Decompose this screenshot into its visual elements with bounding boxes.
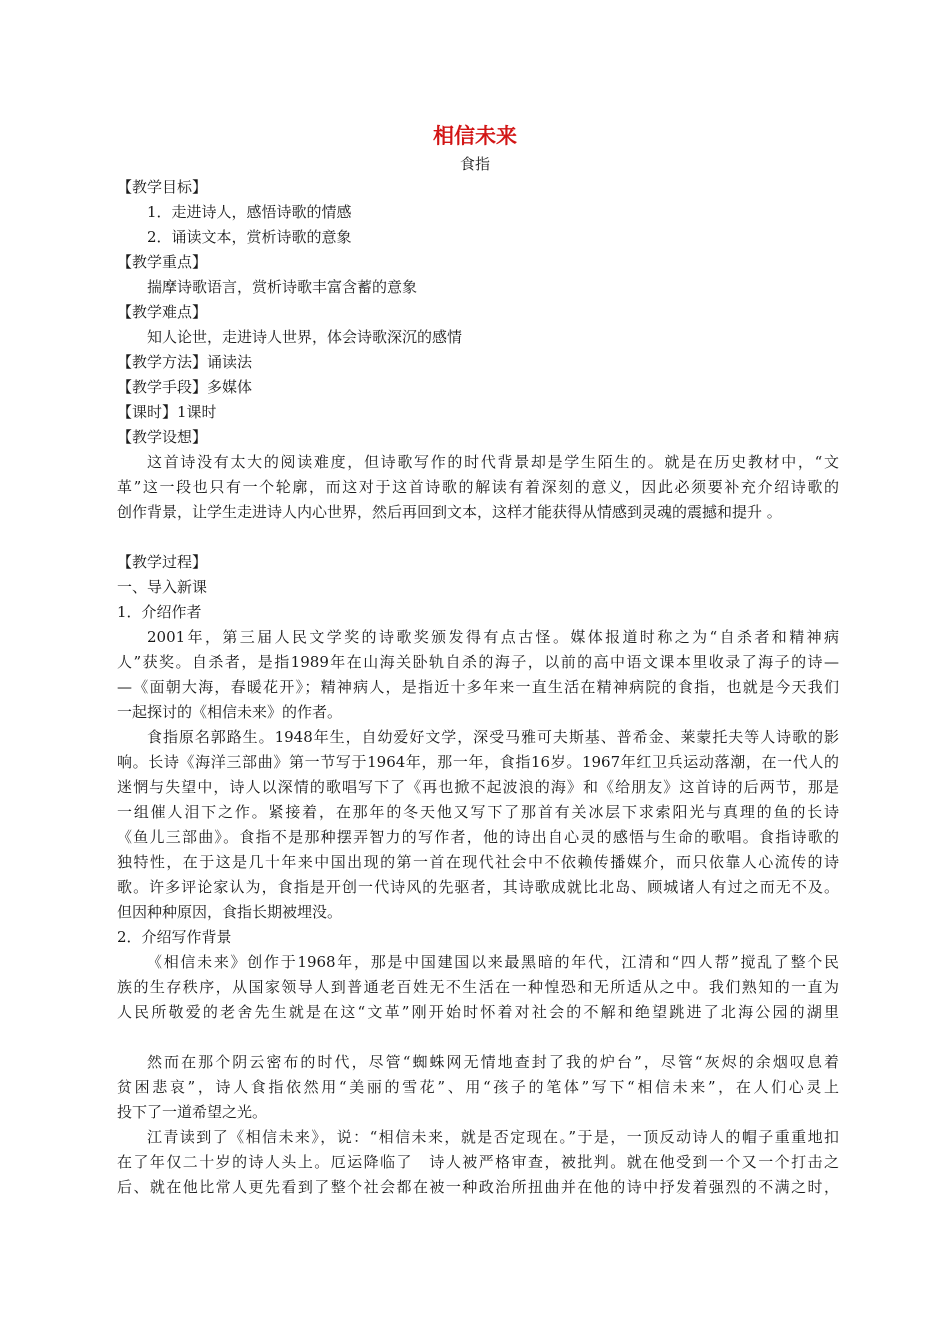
text-line: 族的生存秩序，从国家领导人到普通老百姓无不生活在一种惶恐和无所适从之中。我们熟知的一直为 bbox=[117, 978, 839, 996]
text-line: 人民所敬爱的老舍先生就是在这“文革”刚开始时怀着对社会的不解和绝望跳进了北海公园的湖里 bbox=[117, 1003, 839, 1021]
text-line: 但因种种原因，食指长期被埋没。 bbox=[117, 903, 343, 921]
text-line: 革”这一段也只有一个轮廓，而这对于这首诗歌的解读有着深刻的意义，因此必须要补充介绍诗歌的 bbox=[117, 478, 839, 496]
blank-line bbox=[117, 1025, 839, 1050]
text-line: 【教学手段】多媒体 bbox=[117, 378, 253, 396]
blank-line bbox=[117, 525, 839, 550]
text-line: 人”获奖。自杀者，是指1989年在山海关卧轨自杀的海子，以前的高中语文课本里收录了海子的诗— bbox=[117, 653, 839, 671]
text-line: 【教学过程】 bbox=[117, 553, 208, 571]
text-line: 【教学难点】 bbox=[117, 303, 208, 321]
author-name: 食指 bbox=[459, 155, 490, 173]
text-line: 2001年，第三届人民文学奖的诗歌奖颁发得有点古怪。媒体报道时称之为“自杀者和精神病 bbox=[147, 628, 839, 646]
text-line: 独特性，在于这是几十年来中国出现的第一首在现代社会中不依赖传播媒介，而只依靠人心流传的诗 bbox=[117, 853, 839, 871]
text-line: 创作背景，让学生走进诗人内心世界，然后再回到文本，这样才能获得从情感到灵魂的震撼和提升 。 bbox=[117, 503, 782, 521]
text-line: 【课时】1课时 bbox=[117, 403, 217, 421]
text-line: 迷惘与失望中，诗人以深情的歌唱写下了《再也掀不起波浪的海》和《给朋友》这首诗的后两节，那是 bbox=[117, 778, 839, 796]
text-line: 【教学重点】 bbox=[117, 253, 208, 271]
text-line: 2．诵读文本，赏析诗歌的意象 bbox=[147, 228, 352, 246]
text-line: 投下了一道希望之光。 bbox=[117, 1103, 268, 1121]
body-text bbox=[117, 175, 839, 1200]
text-line: 江青读到了《相信未来》，说：“相信未来，就是否定现在。”于是，一顶反动诗人的帽子重重地扣 bbox=[147, 1128, 839, 1146]
text-line: 这首诗没有太大的阅读难度，但诗歌写作的时代背景却是学生陌生的。就是在历史教材中，“文 bbox=[147, 453, 839, 471]
text-line: 知人论世，走进诗人世界，体会诗歌深沉的感情 bbox=[147, 328, 463, 346]
text-line: 《鱼儿三部曲》。食指不是那种摆弄智力的写作者，他的诗出自心灵的感悟与生命的歌唱。食指诗歌的 bbox=[117, 828, 839, 846]
text-line: 1．走进诗人，感悟诗歌的情感 bbox=[147, 203, 352, 221]
text-line: 一起探讨的《相信未来》的作者。 bbox=[117, 703, 343, 721]
text-line: 1．介绍作者 bbox=[117, 603, 202, 621]
text-line: —《面朝大海，春暖花开》；精神病人，是指近十多年来一直生活在精神病院的食指，也就是今天我们 bbox=[117, 678, 839, 696]
text-line: 揣摩诗歌语言，赏析诗歌丰富含蓄的意象 bbox=[147, 278, 418, 296]
text-line: 一、导入新课 bbox=[117, 578, 208, 596]
text-line: 【教学设想】 bbox=[117, 428, 208, 446]
text-line: 一组催人泪下之作。紧接着，在那年的冬天他又写下了那首有关冰层下求索阳光与真理的鱼的长诗 bbox=[117, 803, 839, 821]
text-line: 响。长诗《海洋三部曲》第一节写于1964年，那一年，食指16岁。1967年红卫兵运动落潮，在一代人的 bbox=[117, 753, 839, 771]
document-title: 相信未来 bbox=[433, 124, 517, 148]
text-line: 《相信未来》创作于1968年，那是中国建国以来最黑暗的年代，江清和“四人帮”搅乱了整个民 bbox=[147, 953, 839, 971]
text-line: 然而在那个阴云密布的时代，尽管“蜘蛛网无情地查封了我的炉台”，尽管“灰烬的余烟叹息着 bbox=[147, 1053, 839, 1071]
text-line: 后、就在他比常人更先看到了整个社会都在被一种政治所扭曲并在他的诗中抒发着强烈的不满之时， bbox=[117, 1178, 839, 1196]
text-line: 【教学目标】 bbox=[117, 178, 208, 196]
text-line: 【教学方法】诵读法 bbox=[117, 353, 253, 371]
text-line: 在了年仅二十岁的诗人头上。厄运降临了 诗人被严格审查，被批判。就在他受到一个又一个打击之 bbox=[117, 1153, 839, 1171]
text-line: 贫困悲哀”，诗人食指依然用“美丽的雪花”、用“孩子的笔体”写下“相信未来”，在人们心灵上 bbox=[117, 1078, 839, 1096]
text-line: 食指原名郭路生。1948年生，自幼爱好文学，深受马雅可夫斯基、普希金、莱蒙托夫等人诗歌的影 bbox=[147, 728, 839, 746]
text-line: 2．介绍写作背景 bbox=[117, 928, 232, 946]
text-line: 歌。许多评论家认为，食指是开创一代诗风的先驱者，其诗歌成就比北岛、顾城诸人有过之而无不及。 bbox=[117, 878, 839, 896]
